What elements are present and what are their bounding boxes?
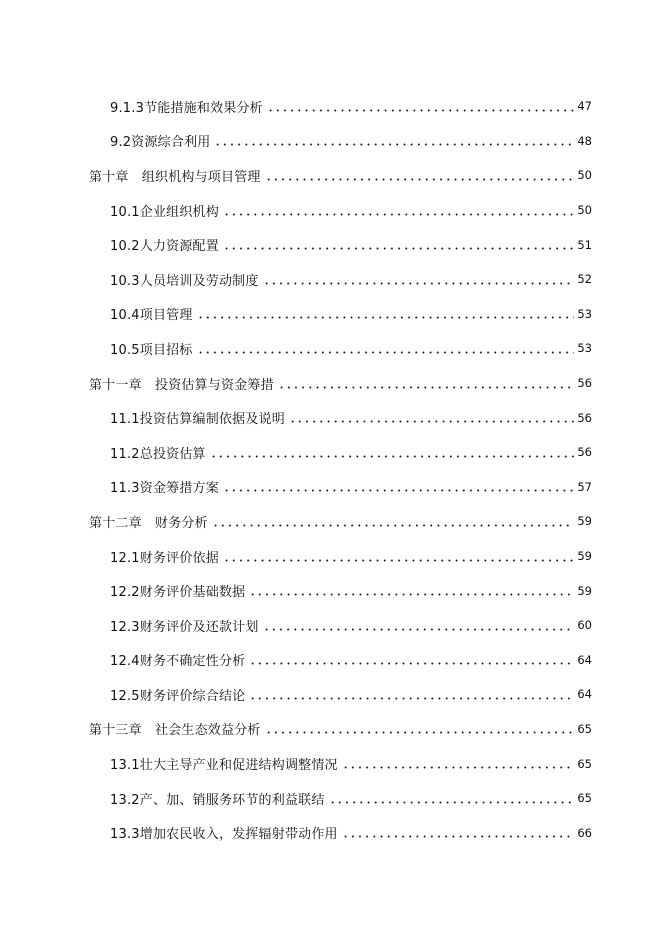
toc-entry-title: 13.2产、加、销服务环节的利益联结 [110,792,325,808]
toc-chapter-entry[interactable] [0,504,662,539]
toc-entry-title: 13.3增加农民收入，发挥辐射带动作用 [110,827,338,843]
toc-entry-title: 10.1企业组织机构 [110,204,219,220]
toc-page-number: 56 [577,376,592,391]
toc-entry-title: 10.4项目管理 [110,308,193,324]
toc-entry-title: 11.2总投资估算 [110,446,206,462]
toc-entry[interactable] [0,193,662,228]
toc-entry[interactable] [0,815,662,850]
toc-entry-title: 12.4财务不确定性分析 [110,654,246,670]
toc-entry[interactable] [0,89,662,124]
toc-dot-leader [289,420,574,423]
toc-entry[interactable] [0,400,662,435]
toc-page-number: 52 [577,272,592,287]
toc-dot-leader [210,455,575,458]
toc-dot-leader [223,489,574,492]
toc-page-number: 59 [577,514,592,529]
toc-page-number: 50 [577,203,592,218]
toc-dot-leader [223,247,574,250]
toc-page-number: 53 [577,306,592,321]
toc-page-number: 53 [577,341,592,356]
toc-dot-leader [278,386,575,389]
toc-entry[interactable] [0,435,662,470]
toc-entry[interactable] [0,331,662,366]
toc-dot-leader [223,559,574,562]
toc-page-number: 59 [577,583,592,598]
toc-entry-title: 12.1财务评价依据 [110,550,219,566]
toc-entry[interactable] [0,297,662,332]
toc-chapter-entry[interactable] [0,712,662,747]
toc-entry-title: 第十一章 投资估算与资金筹措 [89,377,274,393]
toc-entry-title: 11.1投资估算编制依据及说明 [110,412,285,428]
toc-page-number: 57 [577,479,592,494]
toc-page-number: 65 [577,756,592,771]
toc-dot-leader [263,628,575,631]
toc-page-number: 59 [577,549,592,564]
toc-entry-title: 第十三章 社会生态效益分析 [89,723,261,739]
toc-entry-title: 12.3财务评价及还款计划 [110,619,259,635]
toc-dot-leader [267,109,574,112]
toc-chapter-entry[interactable] [0,366,662,401]
toc-page-number: 48 [577,133,592,148]
toc-entry-title: 11.3资金筹措方案 [110,481,219,497]
toc-page-number: 56 [577,410,592,425]
toc-dot-leader [197,316,575,319]
toc-dot-leader [212,524,575,527]
toc-page-number: 50 [577,168,592,183]
toc-entry[interactable] [0,539,662,574]
toc-dot-leader [249,593,574,596]
toc-page-number: 47 [577,99,592,114]
toc-page-number: 64 [577,652,592,667]
toc-dot-leader [223,213,574,216]
toc-entry-title: 10.5项目招标 [110,342,193,358]
toc-chapter-entry[interactable] [0,158,662,193]
toc-entry[interactable] [0,608,662,643]
toc-entry[interactable] [0,470,662,505]
toc-entry-title: 第十二章 财务分析 [89,515,208,531]
toc-entry[interactable] [0,227,662,262]
toc-dot-leader [342,835,575,838]
toc-dot-leader [329,801,575,804]
toc-page-number: 51 [577,237,592,252]
toc-entry[interactable] [0,746,662,781]
toc-page-number: 65 [577,721,592,736]
toc-dot-leader [249,662,574,665]
toc-entry-title: 13.1壮大主导产业和促进结构调整情况 [110,758,338,774]
toc-entry[interactable] [0,573,662,608]
toc-page-number: 66 [577,825,592,840]
table-of-contents [0,89,662,850]
toc-page-number: 65 [577,791,592,806]
toc-entry-title: 10.2人力资源配置 [110,239,219,255]
toc-entry-title: 12.2财务评价基础数据 [110,585,246,601]
toc-dot-leader [249,697,574,700]
toc-dot-leader [265,731,575,734]
toc-entry-title: 9.2资源综合利用 [110,135,211,151]
toc-dot-leader [342,766,575,769]
toc-dot-leader [214,143,574,146]
toc-dot-leader [197,351,575,354]
toc-entry[interactable] [0,677,662,712]
toc-page-number: 64 [577,687,592,702]
toc-entry[interactable] [0,781,662,816]
toc-entry[interactable] [0,643,662,678]
toc-entry-title: 12.5财务评价综合结论 [110,688,246,704]
toc-entry-title: 第十章 组织机构与项目管理 [89,169,261,185]
toc-page-number: 56 [577,445,592,460]
toc-dot-leader [265,178,575,181]
toc-entry[interactable] [0,124,662,159]
toc-page-number: 60 [577,618,592,633]
toc-entry-title: 9.1.3节能措施和效果分析 [110,100,263,116]
toc-dot-leader [263,282,575,285]
toc-entry[interactable] [0,262,662,297]
toc-entry-title: 10.3人员培训及劳动制度 [110,273,259,289]
